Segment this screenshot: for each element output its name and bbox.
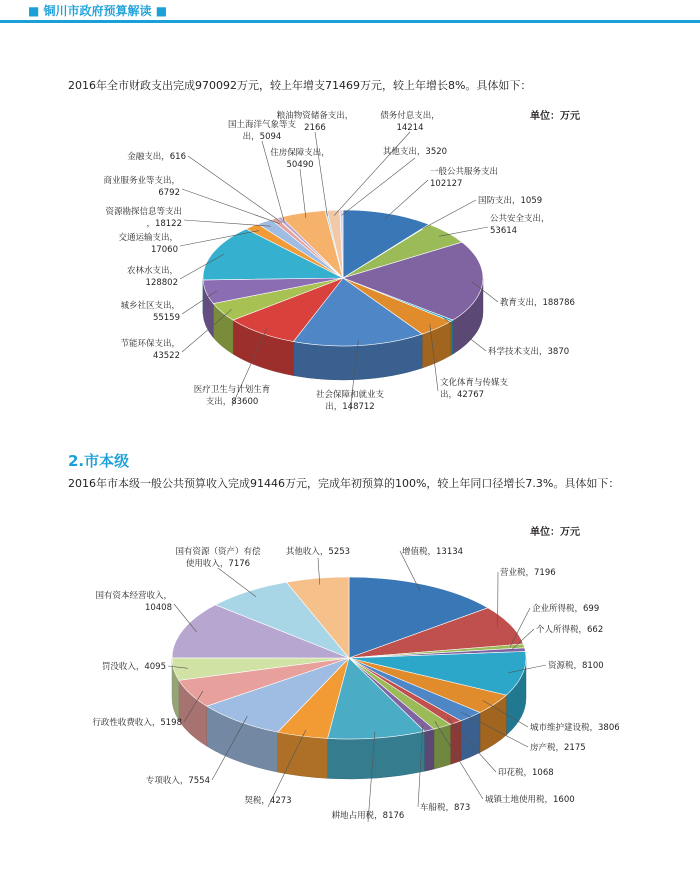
pie-data-label: 罚没收入，4095 xyxy=(101,662,166,672)
expenditure-pie-chart xyxy=(0,100,700,435)
pie-leader-line xyxy=(188,156,282,223)
pie-data-label: 城市维护建设税，3806 xyxy=(530,723,620,733)
section2-intro: 2016年市本级一般公共预算收入完成91446万元，完成年初预算的100%，较上年同口径增长7.3%。具体如下： xyxy=(68,477,620,490)
pie-data-label: 10408 xyxy=(144,603,172,613)
revenue-pie-chart xyxy=(0,540,700,870)
pie-leader-line xyxy=(439,227,488,236)
pie-data-label: 出，42767 xyxy=(440,390,485,400)
pie-data-label: 50490 xyxy=(286,160,314,170)
pie-data-label: 医疗卫生与计划生育 xyxy=(193,385,271,395)
pie-data-label: 增值税，13134 xyxy=(402,547,464,557)
section-heading: 2.市本级 xyxy=(68,452,130,470)
pie-data-label: 城乡社区支出， xyxy=(120,301,180,311)
pie-data-label: 行政性收费收入，5198 xyxy=(92,718,182,728)
pie-data-label: 专项收入，7554 xyxy=(145,776,210,786)
pie-data-label: 金融支出，616 xyxy=(127,152,186,162)
pie-data-label: 个人所得税，662 xyxy=(536,625,604,635)
pie-data-label: 17060 xyxy=(150,245,178,255)
section1-intro: 2016年全市财政支出完成970092万元，较上年增支71469万元，较上年增长8%。具体如下： xyxy=(68,79,532,92)
pie-slice-side xyxy=(424,729,433,771)
pie-leader-line xyxy=(422,200,476,229)
pie-data-label: 出，148712 xyxy=(325,402,375,412)
pie-data-label: 一般公共服务支出 xyxy=(430,167,499,177)
pie-top xyxy=(203,210,483,346)
pie-leader-line xyxy=(184,220,271,226)
pie-data-label: 车船税，873 xyxy=(420,803,471,813)
pie-data-label: 房产税，2175 xyxy=(530,743,586,753)
pie-data-label: 教育支出，188786 xyxy=(500,298,575,308)
pie-top xyxy=(172,577,526,739)
pie-data-label: 科学技术支出，3870 xyxy=(488,347,570,357)
pie-data-label: 社会保障和就业支 xyxy=(315,390,385,400)
pie-data-label: 国土海洋气象等支 xyxy=(227,120,297,130)
header-title: ■ 铜川市政府预算解读 ■ xyxy=(28,4,168,18)
pie-data-label: 债务付息支出， xyxy=(380,111,440,121)
pie-data-label: 交通运输支出， xyxy=(118,233,178,243)
pie-data-label: 102127 xyxy=(430,179,463,189)
pie-slice-side xyxy=(451,320,453,355)
pie-data-label: 55159 xyxy=(152,313,180,323)
pie-data-label: 国有资本经营收入， xyxy=(95,591,172,601)
pie-data-label: 国有资源（资产）有偿 xyxy=(175,547,261,557)
pie-data-label: 营业税，7196 xyxy=(500,568,556,578)
pie-data-label: 43522 xyxy=(152,351,180,361)
pie-data-label: 农林水支出， xyxy=(126,266,178,276)
pie-leader-line xyxy=(300,169,306,218)
pie-data-label: 128802 xyxy=(145,278,178,288)
pie-data-label: 资源税，8100 xyxy=(548,661,604,671)
pie-leader-line xyxy=(385,180,428,219)
pie-data-label: 14214 xyxy=(396,123,424,133)
pie-data-label: 契税，4273 xyxy=(244,796,292,806)
header-bar xyxy=(0,0,700,23)
pie-data-label: 出，5094 xyxy=(242,132,282,142)
pie-data-label: 节能环保支出， xyxy=(120,339,180,349)
pie-data-label: 耕地占用税，8176 xyxy=(331,811,405,821)
pie-slice-side xyxy=(434,724,451,769)
pie-leader-line xyxy=(334,132,410,216)
pie-data-label: 2166 xyxy=(304,123,326,133)
pie-data-label: 城镇土地使用税，1600 xyxy=(485,795,575,805)
pie-leader-line xyxy=(315,132,327,216)
pie-data-label: 使用收入，7176 xyxy=(185,559,251,569)
pie-data-label: 资源勘探信息等支出 xyxy=(105,207,182,217)
pie-data-label: 53614 xyxy=(490,226,518,236)
pie-data-label: 住房保障支出， xyxy=(270,148,330,158)
section2-unit-label: 单位：万元 xyxy=(530,527,580,538)
pie-data-label: 6792 xyxy=(158,188,180,198)
pie-data-label: 商业服务业等支出， xyxy=(103,176,180,186)
pie-data-label: 支出，83600 xyxy=(205,397,259,407)
pie-data-label: ，18122 xyxy=(146,219,182,229)
pie-data-label: 公共安全支出， xyxy=(490,214,550,224)
pie-leader-line xyxy=(218,568,256,597)
pie-data-label: 文化体育与传媒支 xyxy=(440,378,509,388)
pie-data-label: 其他支出，3520 xyxy=(382,147,448,157)
pie-data-label: 印花税，1068 xyxy=(498,768,554,778)
pie-data-label: 企业所得税，699 xyxy=(532,604,600,614)
pie-data-label: 粮油物资储备支出， xyxy=(276,111,354,121)
pie-data-label: 其他收入，5253 xyxy=(285,547,351,557)
pie-leader-line xyxy=(182,189,280,224)
pie-data-label: 国防支出，1059 xyxy=(478,196,543,206)
section1-unit-label: 单位：万元 xyxy=(530,111,580,122)
